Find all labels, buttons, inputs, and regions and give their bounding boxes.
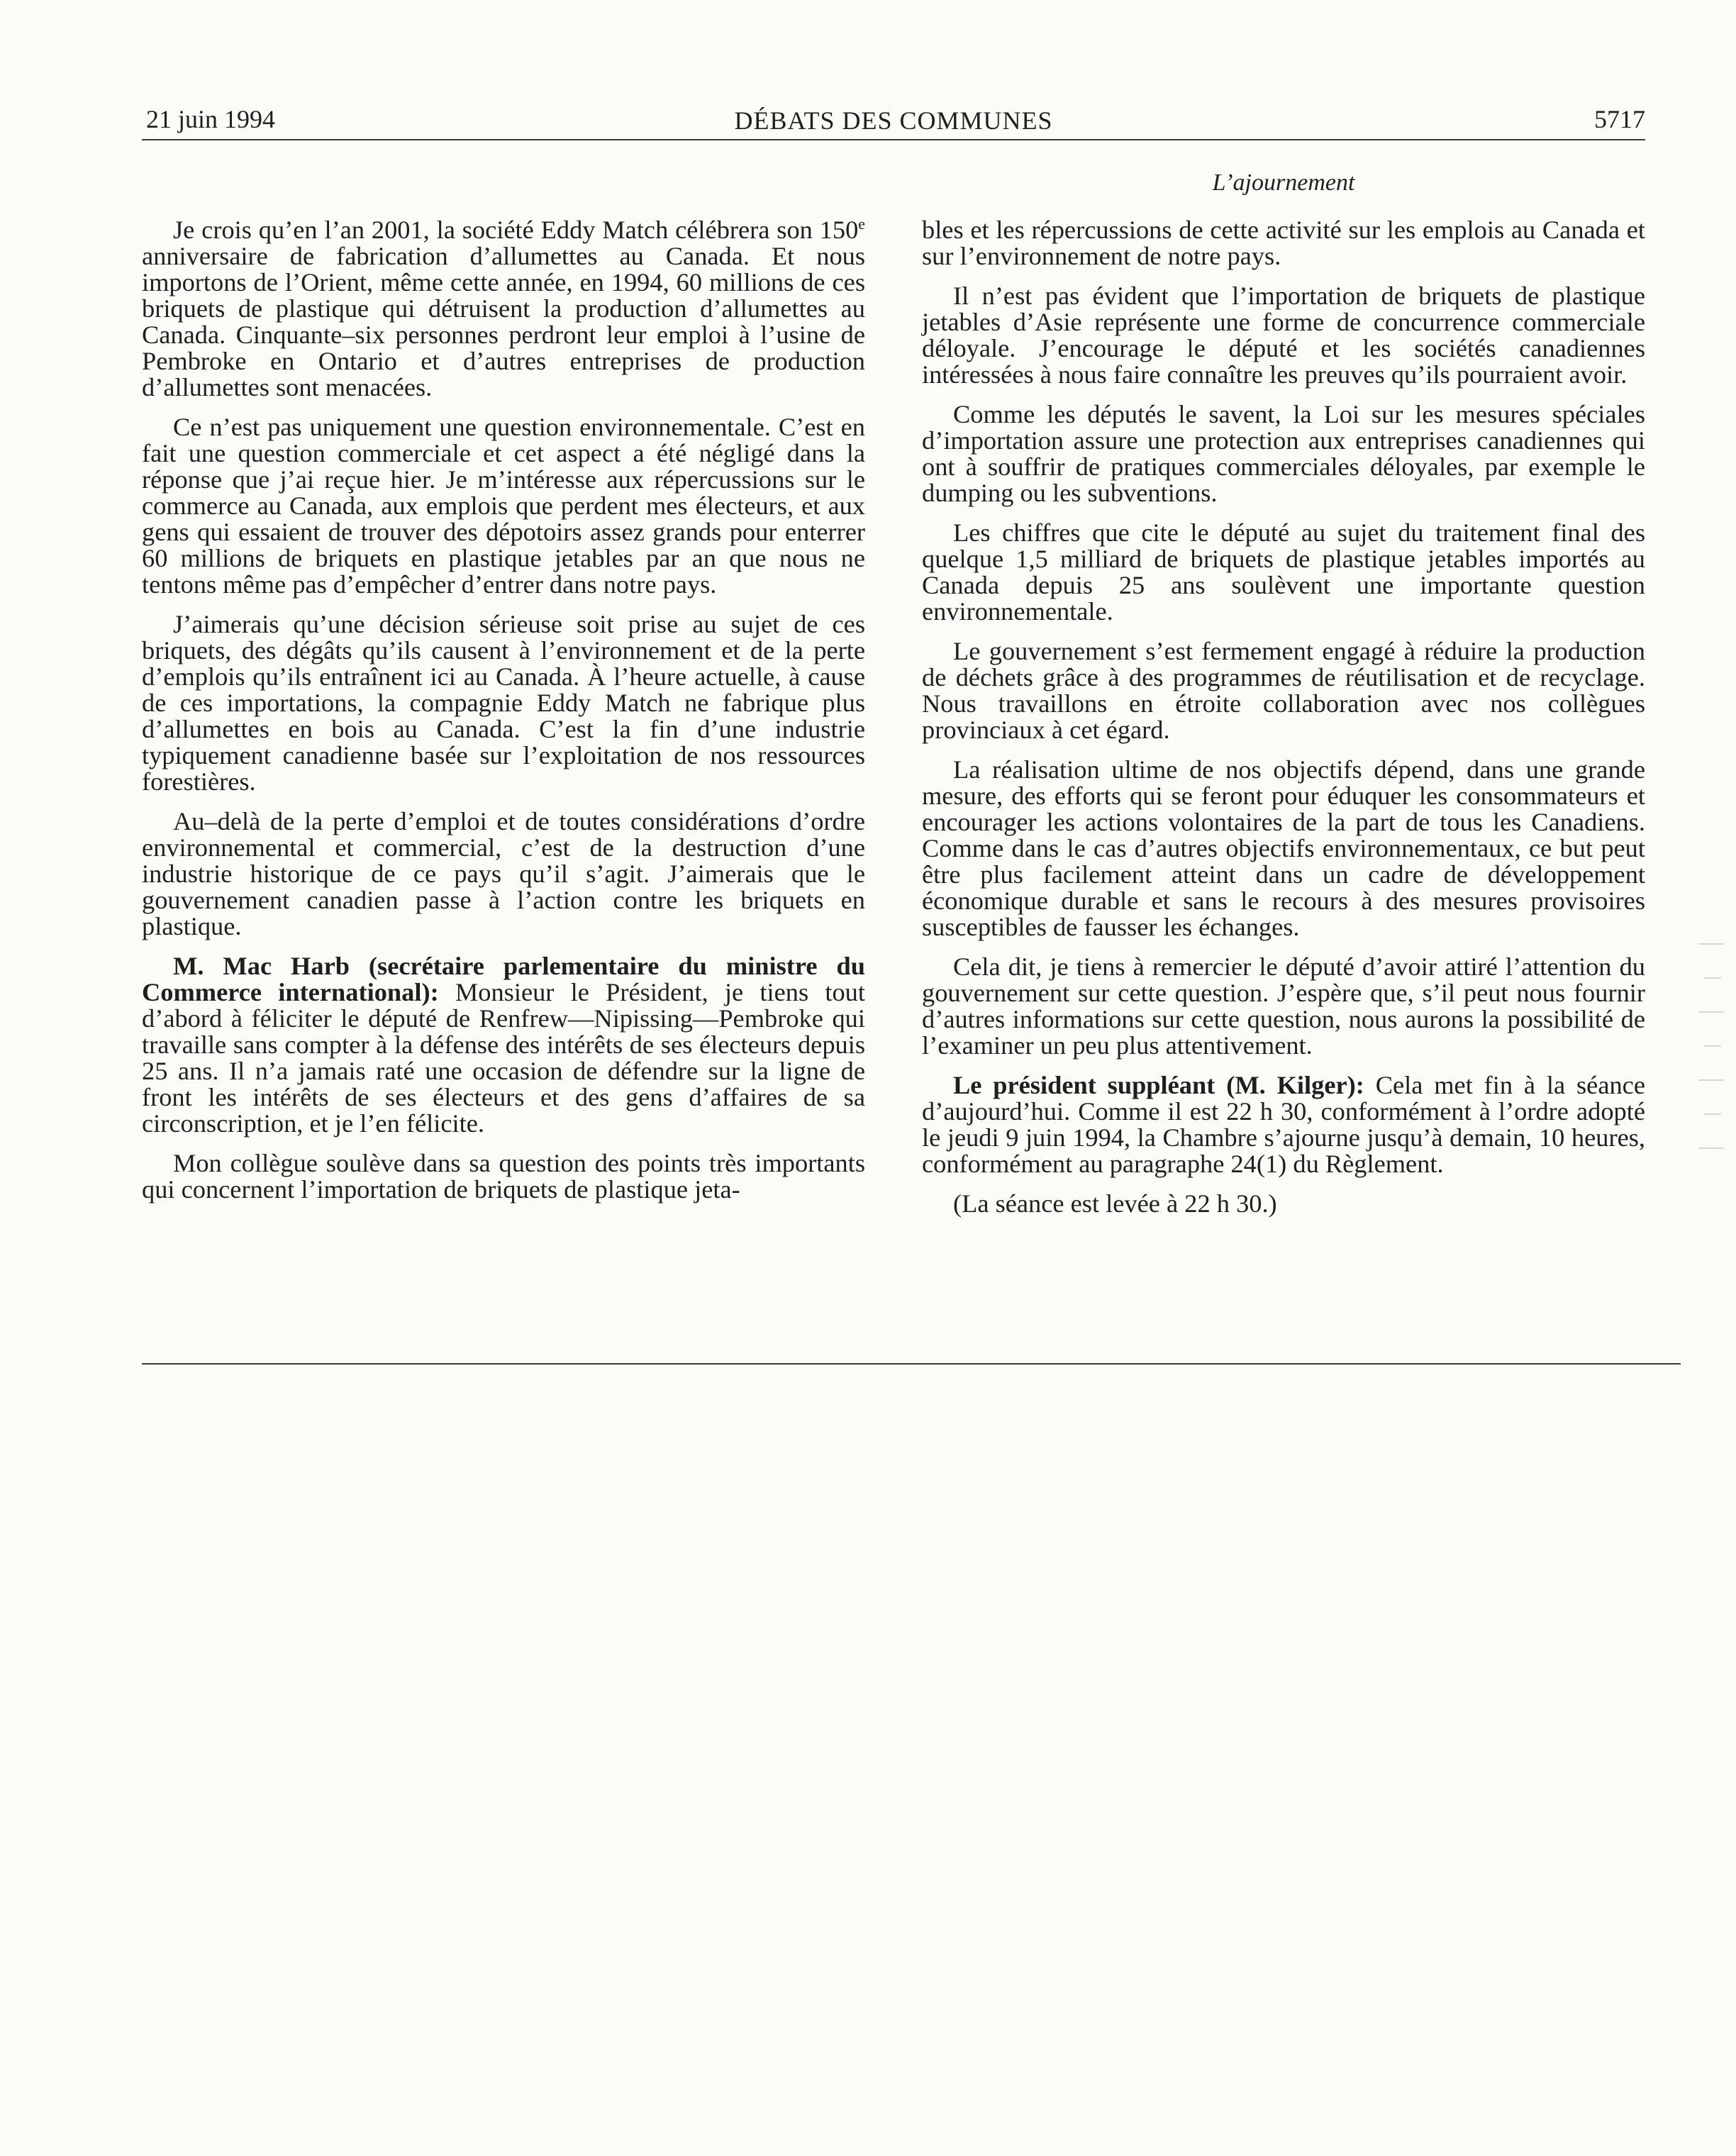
- paragraph-text: Cela met fin à la séance d’aujourd’hui. Comme il est 22 h 30, conformément à l’ordre adopté le jeudi 9 juin 1994, la Chambre s’ajourne jusqu’à demain, 10 heures, conformément au paragraphe 24(1) du Règlement.: [922, 1071, 1645, 1178]
- left-column: [142, 217, 865, 1216]
- paragraph: Mon collègue soulève dans sa question des points très importants qui concernent l’importation de briquets de plastique jeta-: [142, 1149, 865, 1204]
- adjournment-note: (La séance est levée à 22 h 30.): [953, 1189, 1277, 1218]
- margin-scan-marks: [1698, 943, 1727, 1177]
- running-header: [142, 98, 1645, 140]
- page-number: 5717: [1594, 105, 1645, 133]
- paragraph: J’aimerais qu’une décision sérieuse soit prise au sujet de ces briquets, des dégâts qu’ils causent à l’environnement et de la perte d’emplois qu’ils entraînent ici au Canada. À l’heure actuelle, à cause de ces importations, la compagnie Eddy Match ne fabrique plus d’allumettes en bois au Canada. C’est la fin d’une industrie typiquement canadienne basée sur l’exploitation de nos ressources forestières.: [142, 610, 865, 796]
- ordinal-superscript: e: [858, 215, 865, 233]
- footer-rule: [142, 1363, 1681, 1365]
- paragraph: Au–delà de la perte d’emploi et de toutes considérations d’ordre environnemental et commercial, c’est de la destruction d’une industrie historique de ce pays qu’il s’agit. J’aimerais que le gouvernement canadien passe à l’action contre les briquets en plastique.: [142, 807, 865, 940]
- paragraph: Le gouvernement s’est fermement engagé à réduire la production de déchets grâce à des programmes de réutilisation et de recyclage. Nous travaillons en étroite collaboration avec nos collègues provinciaux à cet égard.: [922, 637, 1645, 744]
- paragraph-text: anniversaire de fabrication d’allumettes au Canada. Et nous importons de l’Orient, même cette année, en 1994, 60 millions de ces briquets de plastique qui détruisent la production d’allumettes au Canada. Cinquante–six personnes perdront leur emploi à l’usine de Pembroke en Ontario et d’autres entreprises de production d’allumettes sont menacées.: [142, 242, 865, 401]
- paragraph-text: Monsieur le Président, je tiens tout d’abord à féliciter le député de Renfrew—Nipissing—Pembroke qui travaille sans compter à la défense des intérêts de ses électeurs depuis 25 ans. Il n’a jamais raté une occasion de défendre sur la ligne de front les intérêts de ses électeurs et des gens d’affaires de sa circonscription, et je l’en félicite.: [142, 978, 865, 1138]
- header-date: 21 juin 1994: [146, 105, 276, 133]
- paragraph: La réalisation ultime de nos objectifs dépend, dans une grande mesure, des efforts qui se feront pour éduquer les consommateurs et encourager les actions volontaires de la part de tous les Canadiens. Comme dans le cas d’autres objectifs environnementaux, ce but peut être plus facilement atteint dans un cadre de développement économique durable et sans le recours à des mesures provisoires susceptibles de fausser les échanges.: [922, 755, 1645, 941]
- paragraph: bles et les répercussions de cette activité sur les emplois au Canada et sur l’environnement de notre pays.: [922, 216, 1645, 270]
- paragraph-text: Je crois qu’en l’an 2001, la société Eddy Match célébrera son 150: [173, 216, 859, 244]
- speaker-name: Le président suppléant (M. Kilger):: [953, 1071, 1364, 1099]
- right-column: [922, 217, 1645, 1230]
- section-title: L’ajournement: [1212, 170, 1355, 196]
- paragraph: [922, 1072, 1645, 1177]
- header-rule: [142, 139, 1645, 140]
- paragraph: Les chiffres que cite le député au sujet du traitement final des quelque 1,5 milliard de briquets de plastique jetables importés au Canada depuis 25 ans soulèvent une importante question environnementale.: [922, 518, 1645, 626]
- paragraph: Ce n’est pas uniquement une question environnementale. C’est en fait une question commerciale et cet aspect a été négligé dans la réponse que j’ai reçue hier. Je m’intéresse aux répercussions sur le commerce au Canada, aux emplois que perdent mes électeurs, et aux gens qui essaient de trouver des dépotoirs assez grands pour enterrer 60 millions de briquets en plastique jetables par an que nous ne tentons même pas d’empêcher d’entrer dans notre pays.: [142, 413, 865, 599]
- paragraph: Comme les députés le savent, la Loi sur les mesures spéciales d’importation assure une protection aux entreprises canadiennes qui ont à souffrir de pratiques commerciales déloyales, par exemple le dumping ou les subventions.: [922, 400, 1645, 507]
- paragraph: [142, 953, 865, 1137]
- header-title: DÉBATS DES COMMUNES: [734, 106, 1053, 135]
- paragraph: Cela dit, je tiens à remercier le député d’avoir attiré l’attention du gouvernement sur cette question. J’espère que, s’il peut nous fournir d’autres informations sur cette question, nous aurons la possibilité de l’examiner un peu plus attentivement.: [922, 952, 1645, 1060]
- paragraph: [142, 217, 865, 401]
- paragraph: Il n’est pas évident que l’importation de briquets de plastique jetables d’Asie représente une forme de concurrence commerciale déloyale. J’encourage le député et les sociétés canadiennes intéressées à nous faire connaître les preuves qu’ils pourraient avoir.: [922, 282, 1645, 389]
- speaker-name: M. Mac Harb (secrétaire parlementaire du ministre du Commerce international):: [142, 952, 865, 1006]
